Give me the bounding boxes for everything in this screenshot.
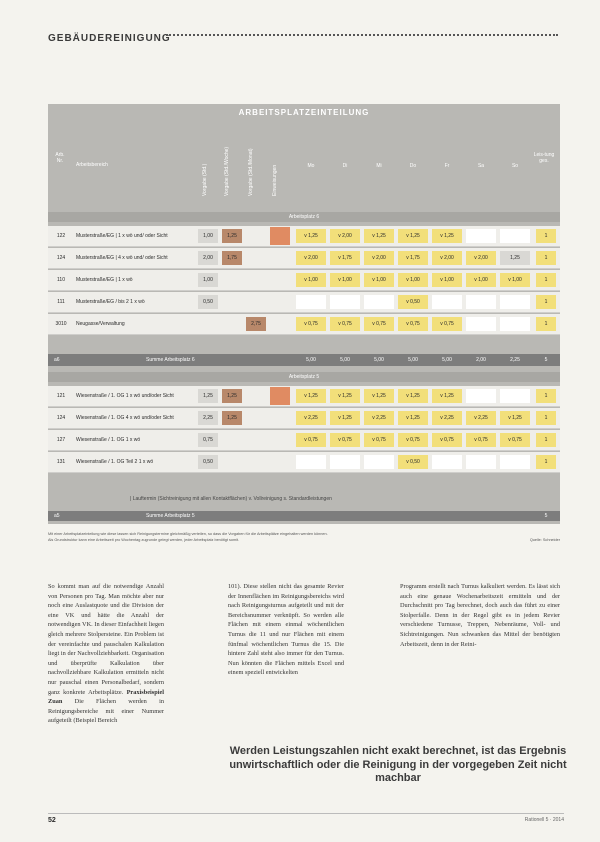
- row-vorgabe: 2,25: [198, 411, 218, 425]
- row-area: Musterstraße/EG | 1 x wö: [76, 277, 133, 283]
- section-title: GEBÄUDEREINIGUNG: [48, 33, 171, 44]
- col-rot-1: Vorgabe (Std./Woche): [224, 146, 230, 196]
- header-dotted-rule: [166, 34, 558, 36]
- day-cell: v 0,75: [466, 433, 496, 447]
- day-cell: v 0,75: [296, 317, 326, 331]
- sum-mi: 5,00: [374, 357, 384, 363]
- day-cell: v 1,00: [432, 273, 462, 287]
- day-cell: 1,25: [500, 251, 530, 265]
- row-area: Neugasse/Verwaltung: [76, 321, 125, 327]
- day-cell: v 0,75: [500, 433, 530, 447]
- day-cell: v 1,75: [398, 251, 428, 265]
- row-nr: 110: [57, 277, 65, 283]
- sum-total: 5: [544, 513, 548, 519]
- day-cell: v 1,25: [296, 229, 326, 243]
- row-vorgabe-week: 1,75: [222, 251, 242, 265]
- day-cell: v 1,25: [398, 229, 428, 243]
- row-area: Musterstraße/EG / bis 2 1 x wö: [76, 299, 145, 305]
- sum-fr: 5,00: [442, 357, 452, 363]
- day-cell: v 0,75: [330, 433, 360, 447]
- day-cell: [296, 455, 326, 469]
- row-vorgabe-week: [222, 455, 242, 469]
- day-cell: v 1,75: [330, 251, 360, 265]
- row-total: 1: [536, 273, 556, 287]
- page-header: [48, 28, 558, 42]
- day-mo: Mo: [307, 163, 315, 169]
- col-nr-header: Arb. Nr.: [55, 152, 65, 164]
- day-cell: v 2,00: [432, 251, 462, 265]
- day-cell: [364, 455, 394, 469]
- row-total: 1: [536, 295, 556, 309]
- day-cell: v 0,75: [398, 433, 428, 447]
- day-cell: v 1,25: [330, 389, 360, 403]
- row-nr: 3010: [55, 321, 67, 327]
- subhead: Praxisbeispiel Zuan: [48, 688, 164, 706]
- day-cell: [500, 295, 530, 309]
- day-cell: [364, 295, 394, 309]
- table-title: ARBEITSPLATZEINTEILUNG: [238, 108, 370, 117]
- row-nr: 124: [56, 255, 66, 261]
- day-cell: [466, 295, 496, 309]
- day-cell: v 0,75: [398, 317, 428, 331]
- sum-sa: 2,00: [476, 357, 486, 363]
- day-so: So: [511, 163, 519, 169]
- row-vorgabe: 2,00: [198, 251, 218, 265]
- day-cell: v 1,25: [330, 411, 360, 425]
- day-cell: v 1,25: [432, 229, 462, 243]
- row-vorgabe-week: [222, 295, 242, 309]
- sum-label: Summe Arbeitsplatz 5: [146, 513, 195, 519]
- day-cell: v 1,25: [398, 389, 428, 403]
- page-number: 52: [48, 817, 56, 824]
- sum-mo: 5,00: [306, 357, 316, 363]
- day-cell: [466, 229, 496, 243]
- day-cell: v 1,25: [296, 389, 326, 403]
- day-cell: [466, 455, 496, 469]
- day-cell: v 0,50: [398, 295, 428, 309]
- body-column-3: Programm erstellt nach Turnus kalkuliert werden. Es lässt sich auch eine genaue Wochenarbeitszeit ermitteln und der Durchschnitt pro Tag berechnet, doch auch das führt zu einer Stolperfalle. Denn in der Regel gibt es in jedem Revier verschiedene Turnusse, Treppen, Nebenräume, Voll- und Sichtreinigungen. Nun schwanken das Mittel der benötigten Arbeitszeit, denn in der Reini-: [400, 583, 560, 648]
- day-cell: v 1,00: [466, 273, 496, 287]
- row-vorgabe: 0,75: [198, 433, 218, 447]
- day-cell: [296, 295, 326, 309]
- einweisung-marker: [270, 387, 290, 405]
- day-fr: Fr: [444, 163, 450, 169]
- day-cell: [500, 455, 530, 469]
- row-area: Musterstraße/EG | 1 x wö und/ oder Sicht: [76, 233, 168, 239]
- day-cell: v 1,00: [296, 273, 326, 287]
- day-cell: v 0,75: [296, 433, 326, 447]
- day-cell: v 0,50: [398, 455, 428, 469]
- sum-di: 5,00: [340, 357, 350, 363]
- sum-row-6: [48, 354, 560, 366]
- body-column-2: 101). Diese stellen nicht das gesamte Revier der Innenflächen im Reinigungsbereichs wird nach Reinigungsturnus aufgeteilt und mit der Bereichsnummer verknüpft. So werden alle Flächen mit einem einmal wöchentlichen Turnus die 11 und nur Flächen mit einem fünfmal wöchentlichen Turnus die 15. Die hintere Zahl steht also immer für den Turnus. Nun könnten die Flächen mittels Excel und einem speziell entwickelten: [228, 583, 344, 677]
- row-nr: 131: [56, 459, 66, 465]
- col-total-header: Leis-tung ges.: [533, 152, 555, 164]
- day-cell: [432, 295, 462, 309]
- sum-nr: a5: [54, 513, 60, 519]
- day-cell: v 1,00: [500, 273, 530, 287]
- day-cell: [500, 389, 530, 403]
- table-row: [48, 452, 560, 473]
- sum-total: 5: [544, 357, 548, 363]
- row-total: 1: [536, 433, 556, 447]
- table-row: [48, 292, 560, 313]
- sum-do: 5,00: [408, 357, 418, 363]
- day-cell: [466, 389, 496, 403]
- day-cell: [500, 317, 530, 331]
- row-area: Wiesenstraße / 1. OG 1 x wö und/oder Sicht: [76, 393, 174, 399]
- row-vorgabe-week: [222, 433, 242, 447]
- sum-label: Summe Arbeitsplatz 6: [146, 357, 195, 363]
- row-area: Wiesenstraße / 1. OG 1 x wö: [76, 437, 141, 443]
- row-area: Wiesenstraße / 1. OG Teil 2 1 x wö: [76, 459, 154, 465]
- row-vorgabe-week: 1,25: [222, 229, 242, 243]
- day-cell: v 1,25: [398, 411, 428, 425]
- row-total: 1: [536, 411, 556, 425]
- day-cell: v 2,00: [330, 229, 360, 243]
- body-col1-text: So kommt man auf die notwendige Anzahl von Personen pro Tag. Man möchte aber nur noch eine Auslastquote und die Division der eine VK und hätte die Anzahl der notwendigen VK. In dieser Einfachheit liegen gleich mehrere Stolpersteine. Ein Problem ist der vereinfachte und pauschalen Kalkulation liegt in der Nachvollziehbarkeit. Organisation und überprüfte Kalkulation über nachvollziehbare Kalkulation ermitteln nicht nur pauschal einen Personalbedarf, sondern ganz konkrete Arbeitsplätze.: [48, 583, 164, 696]
- col-rot-3: Einweisungen: [272, 164, 278, 196]
- row-nr: 122: [56, 233, 66, 239]
- row-vorgabe-week: [222, 273, 242, 287]
- pull-quote: Werden Leistungszahlen nicht exakt berechnet, ist das Ergebnis unwirtschaftlich oder die Reinigung in der vorgegeben Zeit nicht machbar: [229, 745, 567, 784]
- sum-so: 2,25: [510, 357, 520, 363]
- body-column-1: [48, 582, 164, 818]
- table-row: [48, 270, 560, 291]
- day-do: Do: [409, 163, 417, 169]
- row-total: 1: [536, 251, 556, 265]
- day-cell: v 2,00: [466, 251, 496, 265]
- row-total: 1: [536, 229, 556, 243]
- caption-line-2-text: Als Grundstruktur kann eine Arbeitszeit pro Wochentag zugrunde gelegt werden, jeder Arbeitsplatz benötigt somit.: [48, 538, 240, 542]
- row-vorgabe-week: 2,75: [246, 317, 266, 331]
- day-mi: Mi: [376, 163, 382, 169]
- day-cell: v 1,25: [432, 389, 462, 403]
- day-cell: v 2,00: [364, 251, 394, 265]
- day-cell: [432, 455, 462, 469]
- row-area: Musterstraße/EG | 4 x wö und/ oder Sicht: [76, 255, 168, 261]
- caption-line-2: [48, 537, 560, 543]
- row-vorgabe: 1,00: [198, 273, 218, 287]
- row-total: 1: [536, 455, 556, 469]
- table-row: [48, 226, 560, 247]
- row-vorgabe: [198, 317, 218, 331]
- page-footer: [48, 813, 564, 824]
- sum-nr: a6: [54, 357, 60, 363]
- table-row: [48, 386, 560, 407]
- day-cell: v 0,75: [364, 433, 394, 447]
- table-row: [48, 408, 560, 429]
- day-cell: v 2,25: [364, 411, 394, 425]
- row-vorgabe: 1,25: [198, 389, 218, 403]
- day-di: Di: [342, 163, 348, 169]
- day-cell: v 1,00: [330, 273, 360, 287]
- table-row: [48, 248, 560, 269]
- row-total: 1: [536, 317, 556, 331]
- day-cell: [330, 455, 360, 469]
- day-cell: v 0,75: [330, 317, 360, 331]
- table-row: [48, 430, 560, 451]
- day-cell: v 1,00: [364, 273, 394, 287]
- sum-row-5: [48, 511, 560, 521]
- row-nr: 124: [56, 415, 66, 421]
- day-cell: v 1,25: [500, 411, 530, 425]
- col-rot-0: Vorgabe (Std.): [202, 163, 208, 196]
- col-area-header: Arbeitsbereich: [76, 162, 108, 168]
- row-vorgabe-week: 1,25: [222, 389, 242, 403]
- row-total: 1: [536, 389, 556, 403]
- row-vorgabe: 0,50: [198, 455, 218, 469]
- row-nr: 127: [56, 437, 66, 443]
- day-sa: Sa: [477, 163, 485, 169]
- day-cell: v 2,25: [432, 411, 462, 425]
- body-col1b-text: Die Flächen werden in Reinigungsbereiche mit einer Nummer aufgeteilt (Beispiel Bereich: [48, 698, 164, 725]
- day-cell: v 2,25: [296, 411, 326, 425]
- table-caption: [48, 531, 560, 543]
- row-area: Wiesenstraße / 1. OG 4 x wö und/oder Sicht: [76, 415, 174, 421]
- row-vorgabe-week: 1,25: [222, 411, 242, 425]
- caption-line-1: Mit einer Arbeitsplatzeinteilung wie diese lassen sich Reinigungstermine gleichmäßig verteilen, so dass die Vorgaben für die Arbeitsplätze eingehalten werden können.: [48, 532, 328, 536]
- day-cell: [330, 295, 360, 309]
- group-band-5: Arbeitsplatz 5: [48, 372, 560, 382]
- day-cell: v 1,00: [398, 273, 428, 287]
- magazine-name: Rationell 5 · 2014: [524, 817, 564, 823]
- einweisung-marker: [270, 227, 290, 245]
- day-cell: v 2,00: [296, 251, 326, 265]
- day-cell: v 1,25: [364, 229, 394, 243]
- row-vorgabe: 1,00: [198, 229, 218, 243]
- table-row: [48, 314, 560, 335]
- row-nr: 121: [56, 393, 66, 399]
- day-cell: v 0,75: [432, 317, 462, 331]
- group-band-6: Arbeitsplatz 6: [48, 212, 560, 222]
- row-nr: 111: [57, 299, 65, 305]
- day-cell: [500, 229, 530, 243]
- day-cell: v 0,75: [364, 317, 394, 331]
- caption-credit: Quelle: Schneider: [529, 538, 560, 542]
- col-rot-2: Vorgabe (Std./Monat): [248, 148, 254, 196]
- day-cell: [466, 317, 496, 331]
- day-cell: v 1,25: [364, 389, 394, 403]
- day-cell: v 2,25: [466, 411, 496, 425]
- legend: | Lauftermin (Sichtreinigung mit allen Kontaktflächen) v. Vollreinigung s. Standardleistungen: [130, 496, 332, 502]
- row-vorgabe: 0,50: [198, 295, 218, 309]
- day-cell: v 0,75: [432, 433, 462, 447]
